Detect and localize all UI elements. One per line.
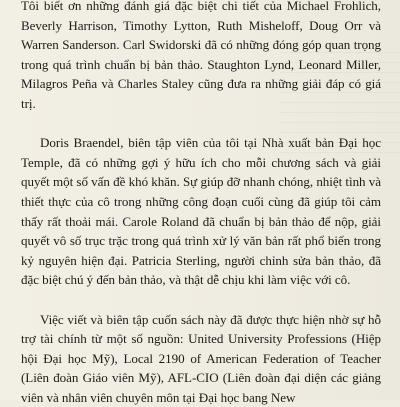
paragraph-reviewers: Tôi biết ơn những đánh giá đặc biệt chi tiết của Michael Frohlich, Beverly Harrison, Timothy Lytton, Ruth Misheloff, Doug Orr và Warren Sanderson. Carl Swidorski đã có những đóng góp quan trọng trong quá trình chuẩn bị bản thảo. Staughton Lynd, Leonard Miller, Milagros Peña và Charles Staley cũng đưa ra những giải đáp có giá trị.: [21, 0, 381, 114]
paragraph-funding: Việc viết và biên tập cuốn sách này đã được thực hiện nhờ sự hỗ trợ tài chính từ một số nguồn: United University Professions (Hiệp hội Đại học Mỹ), Local 2190 of American Federation of Teacher (Liên đoàn Giáo viên Mỹ), AFL-CIO (Liên đoàn đại diện các giảng viên và nhân viên chuyên môn tại Đại học bang New: [21, 310, 381, 407]
paragraph-editor: Doris Braendel, biên tập viên của tôi tại Nhà xuất bản Đại học Temple, đã có những gợi ý hữu ích cho mỗi chương sách và giải quyết một số vấn đề khó khăn. Sự giúp đỡ nhanh chóng, nhiệt tình và thiết thực của cô trong những công đoạn cuối cùng đã giúp tôi cảm thấy rất thoải mái. Carole Roland đã chuẩn bị bản thảo để nộp, giải quyết vô số trục trặc trong quá trình xử lý văn bản rất phổ biến trong kỷ nguyên hiện đại. Patricia Sterling, người chỉnh sửa bản thảo, đã đặc biệt chú ý đến bản thảo, và thật dễ chịu khi làm việc với cô.: [21, 133, 381, 290]
acknowledgements-text: [21, 0, 381, 407]
